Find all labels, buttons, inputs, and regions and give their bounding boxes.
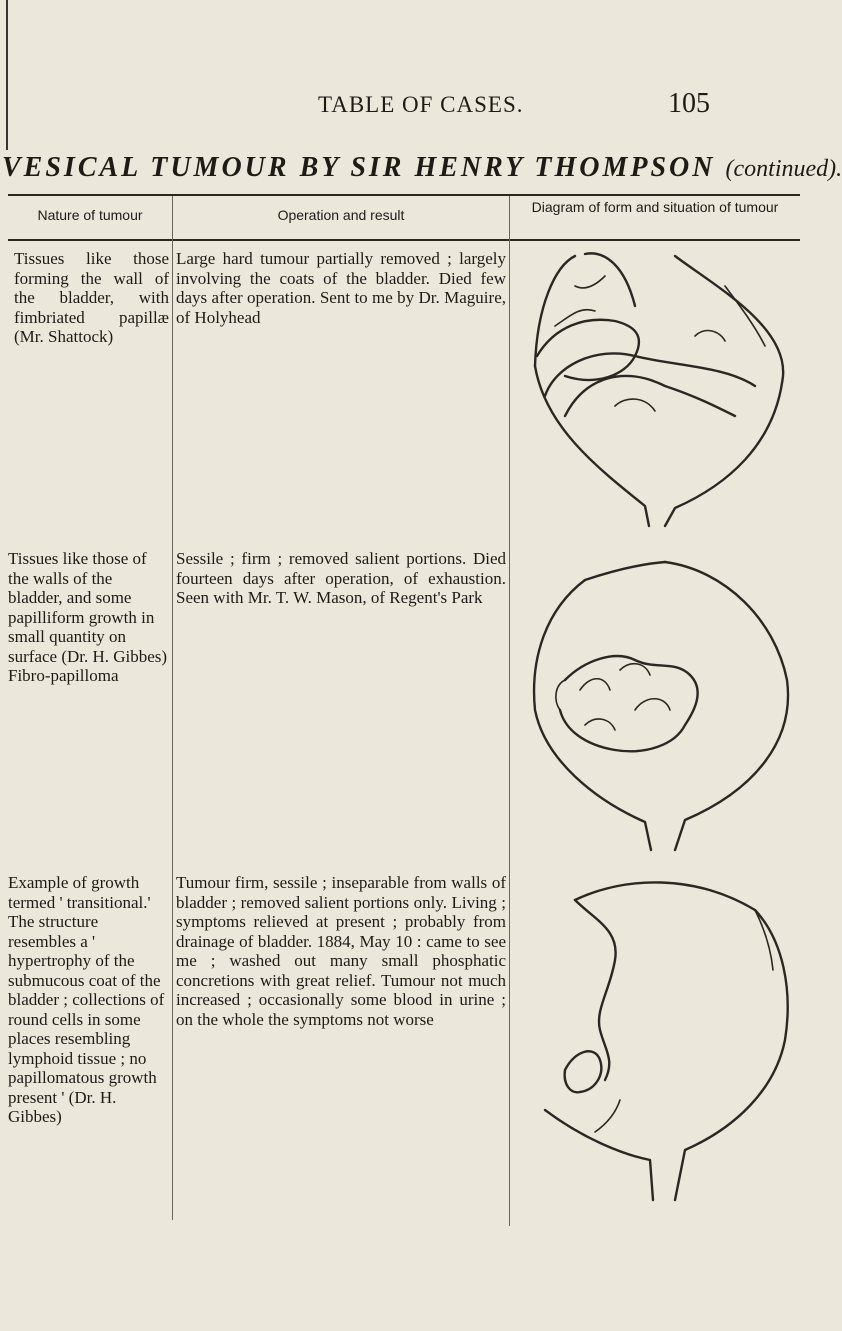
bladder-tumour-diagram-icon [525, 560, 797, 850]
case-1-diagram [525, 246, 797, 526]
column-header-diagram: Diagram of form and situation of tumour [531, 199, 779, 215]
column-header-nature: Nature of tumour [37, 207, 143, 223]
table-heading-continued: (continued). [725, 156, 842, 182]
running-head [0, 88, 800, 124]
table-heading-title: VESICAL TUMOUR BY SIR HENRY THOMPSON [2, 152, 716, 183]
case-2-diagram [525, 560, 797, 850]
bladder-tumour-diagram-icon [525, 870, 797, 1210]
header-bottom-rule [8, 239, 800, 241]
case-2-nature: Tissues like those of the walls of the bladder, and some papilliform growth in small quantity on surface (Dr. H. Gibbes) Fibro-papilloma [8, 549, 168, 685]
bladder-tumour-diagram-icon [525, 246, 797, 526]
column-header-operation: Operation and result [277, 207, 405, 223]
column-divider-1 [172, 196, 173, 1220]
running-head-title: TABLE OF CASES. [318, 92, 524, 117]
page-edge-line [6, 0, 8, 150]
page-number: 105 [668, 88, 710, 119]
case-1-operation: Large hard tumour partially removed ; largely involving the coats of the bladder. Died few days after operation. Sent to me by Dr. Maguire, of Holyhead [176, 249, 506, 327]
case-3-operation: Tumour firm, sessile ; inseparable from walls of bladder ; removed salient portions only. Living ; symptoms relieved at present ; probably from drainage of bladder. 1884, May 10 : came to see me ; washed out many small phosphatic concretions with great relief. Tumour not much increased ; occasionally some blood in urine ; on the whole the symptoms not worse [176, 873, 506, 1029]
case-3-nature: Example of growth termed ' transitional.' The structure resembles a ' hypertrophy of the submucous coat of the bladder ; collections of round cells in some places resembling lymphoid tissue ; no papillomatous growth present ' (Dr. H. Gibbes) [8, 873, 165, 1126]
table-top-rule [8, 194, 800, 196]
case-3-diagram [525, 870, 797, 1210]
case-2-operation: Sessile ; firm ; removed salient portions. Died fourteen days after operation, of exhaustion. Seen with Mr. T. W. Mason, of Regent's Park [176, 549, 506, 607]
case-1-nature: Tissues like those forming the wall of the bladder, with fimbriated papillæ (Mr. Shattock) [14, 249, 169, 346]
table-heading [2, 152, 842, 184]
column-divider-2 [509, 196, 510, 1226]
